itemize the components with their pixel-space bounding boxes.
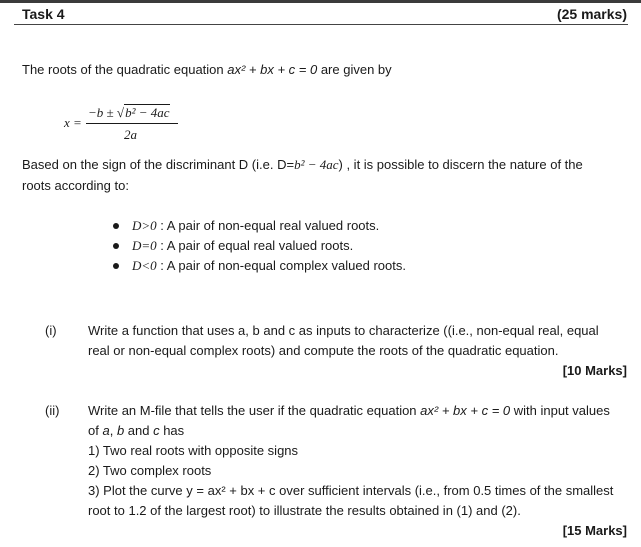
case-description: : A pair of non-equal real valued roots. <box>156 218 380 233</box>
question-i-marks: [10 Marks] <box>562 363 627 378</box>
numerator-prefix: −b ± <box>88 105 117 120</box>
case-description: : A pair of equal real valued roots. <box>156 238 354 253</box>
bullet-icon <box>113 263 119 269</box>
discriminant-line-2: roots according to: <box>22 178 129 193</box>
question-ii-item-3: 3) Plot the curve y = ax² + bx + c over sufficient intervals (i.e., from 0.5 times of the smallest <box>88 483 614 498</box>
quadratic-formula <box>64 100 194 144</box>
question-ii-item-2: 2) Two complex roots <box>88 463 212 478</box>
var-a: a <box>102 423 110 438</box>
var-b: b <box>116 423 125 438</box>
question-ii-suffix: with input values <box>510 403 610 418</box>
radicand: b² − 4ac <box>125 105 170 120</box>
intro-paragraph <box>22 62 392 77</box>
question-ii-line-1 <box>88 401 610 421</box>
top-border <box>0 0 641 3</box>
discriminant-line-1 <box>22 157 583 173</box>
intro-prefix: The roots of the quadratic equation <box>22 62 228 77</box>
list-item <box>110 256 406 276</box>
fraction-bar <box>86 123 178 124</box>
formula-denominator: 2a <box>124 127 137 142</box>
list-item <box>110 216 406 236</box>
question-ii-marks: [15 Marks] <box>562 523 627 538</box>
sqrt-symbol: √ <box>116 105 125 120</box>
task-title: Task 4 <box>22 6 65 22</box>
task-marks: (25 marks) <box>556 6 627 22</box>
bullet-icon <box>113 223 119 229</box>
discriminant-suffix: ) , it is possible to discern the nature of the <box>338 157 583 172</box>
bullet-icon <box>113 243 119 249</box>
intro-suffix: are given by <box>317 62 392 77</box>
line2-suffix: has <box>159 423 185 438</box>
question-i-line-1: Write a function that uses a, b and c as inputs to characterize ((i.e., non-equal real, equal <box>88 323 599 338</box>
case-condition: D<0 <box>132 258 157 273</box>
formula-numerator <box>88 105 170 121</box>
discriminant-prefix: Based on the sign of the discriminant D (i.e. D= <box>22 157 295 172</box>
intro-equation: ax² + bx + c = 0 <box>227 62 318 77</box>
cases-list <box>110 216 406 276</box>
sep-1: , <box>109 423 117 438</box>
question-ii-item-1: 1) Two real roots with opposite signs <box>88 443 299 458</box>
discriminant-expr: b² − 4ac <box>294 157 339 172</box>
case-condition: D=0 <box>132 238 157 253</box>
question-i-label: (i) <box>45 323 57 338</box>
question-ii-equation: ax² + bx + c = 0 <box>420 403 511 418</box>
formula-lhs: x = <box>64 115 82 130</box>
header-divider <box>14 24 628 25</box>
question-ii-line-2 <box>88 421 184 441</box>
line2-prefix: of <box>88 423 103 438</box>
question-i-line-2: real or non-equal complex roots) and compute the roots of the quadratic equation. <box>88 343 559 358</box>
sep-2: and <box>124 423 154 438</box>
var-c: c <box>153 423 160 438</box>
question-ii-item-3-cont: root to 1.2 of the largest root) to illustrate the results obtained in (1) and (2). <box>88 503 521 518</box>
question-ii-label: (ii) <box>45 403 60 418</box>
question-ii-prefix: Write an M-file that tells the user if the quadratic equation <box>88 403 421 418</box>
list-item <box>110 236 406 256</box>
case-condition: D>0 <box>132 218 157 233</box>
case-description: : A pair of non-equal complex valued roots. <box>156 258 406 273</box>
